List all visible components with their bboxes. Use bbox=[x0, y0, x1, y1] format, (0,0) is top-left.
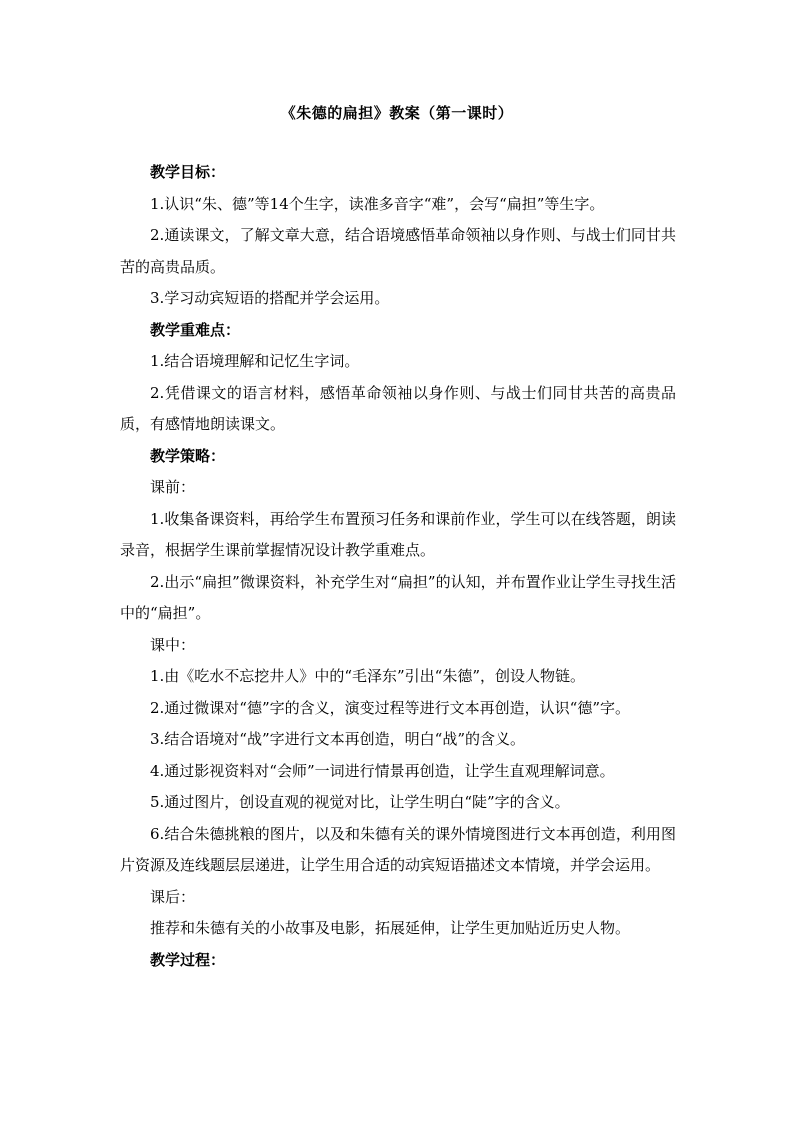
section-heading-key-points: 教学重难点： bbox=[150, 320, 241, 339]
paragraph: 1.收集备课资料，再给学生布置预习任务和课前作业，学生可以在线答题，朗读录音，根据学生课前掌握情况设计教学重难点。 bbox=[120, 509, 676, 559]
section-heading-process: 教学过程： bbox=[150, 950, 226, 969]
subheading-in-class: 课中： bbox=[150, 635, 196, 654]
document-body bbox=[120, 157, 676, 976]
section-heading-objectives: 教学目标： bbox=[150, 163, 226, 181]
paragraph: 推荐和朱德有关的小故事及电影，拓展延伸，让学生更加贴近历史人物。 bbox=[150, 919, 631, 937]
paragraph: 6.结合朱德挑粮的图片，以及和朱德有关的课外情境图进行文本再创造，利用图片资源及连线题层层递进，让学生用合适的动宾短语描述文本情境，并学会运用。 bbox=[120, 824, 676, 874]
paragraph: 3.结合语境对“战”字进行文本再创造，明白“战”的含义。 bbox=[150, 730, 525, 748]
paragraph: 1.认识“朱、德”等14个生字，读准多音字“难”，会写“扁担”等生字。 bbox=[150, 194, 605, 213]
document-title: 《朱德的扁担》教案（第一课时） bbox=[280, 104, 514, 122]
paragraph: 2.凭借课文的语言材料，感悟革命领袖以身作则、与战士们同甘共苦的高贵品质，有感情地朗读课文。 bbox=[120, 383, 676, 433]
paragraph: 2.通过微课对“德”字的含义，演变过程等进行文本再创造，认识“德”字。 bbox=[150, 698, 630, 717]
paragraph: 1.结合语境理解和记忆生字词。 bbox=[150, 352, 360, 370]
paragraph: 1.由《吃水不忘挖井人》中的“毛泽东”引出“朱德”，创设人物链。 bbox=[150, 667, 585, 685]
section-heading-strategy: 教学策略： bbox=[150, 446, 226, 465]
paragraph: 3.学习动宾短语的搭配并学会运用。 bbox=[150, 289, 390, 307]
paragraph: 2.通读课文，了解文章大意，结合语境感悟革命领袖以身作则、与战士们同甘共苦的高贵品质。 bbox=[120, 226, 676, 276]
paragraph: 2.出示“扁担”微课资料，补充学生对“扁担”的认知，并布置作业让学生寻找生活中的“扁担”。 bbox=[120, 572, 676, 622]
paragraph: 5.通过图片，创设直观的视觉对比，让学生明白“陡”字的含义。 bbox=[150, 793, 570, 811]
subheading-after-class: 课后： bbox=[150, 887, 196, 906]
paragraph: 4.通过影视资料对“会师”一词进行情景再创造，让学生直观理解词意。 bbox=[150, 761, 615, 780]
subheading-before-class: 课前： bbox=[150, 478, 196, 496]
